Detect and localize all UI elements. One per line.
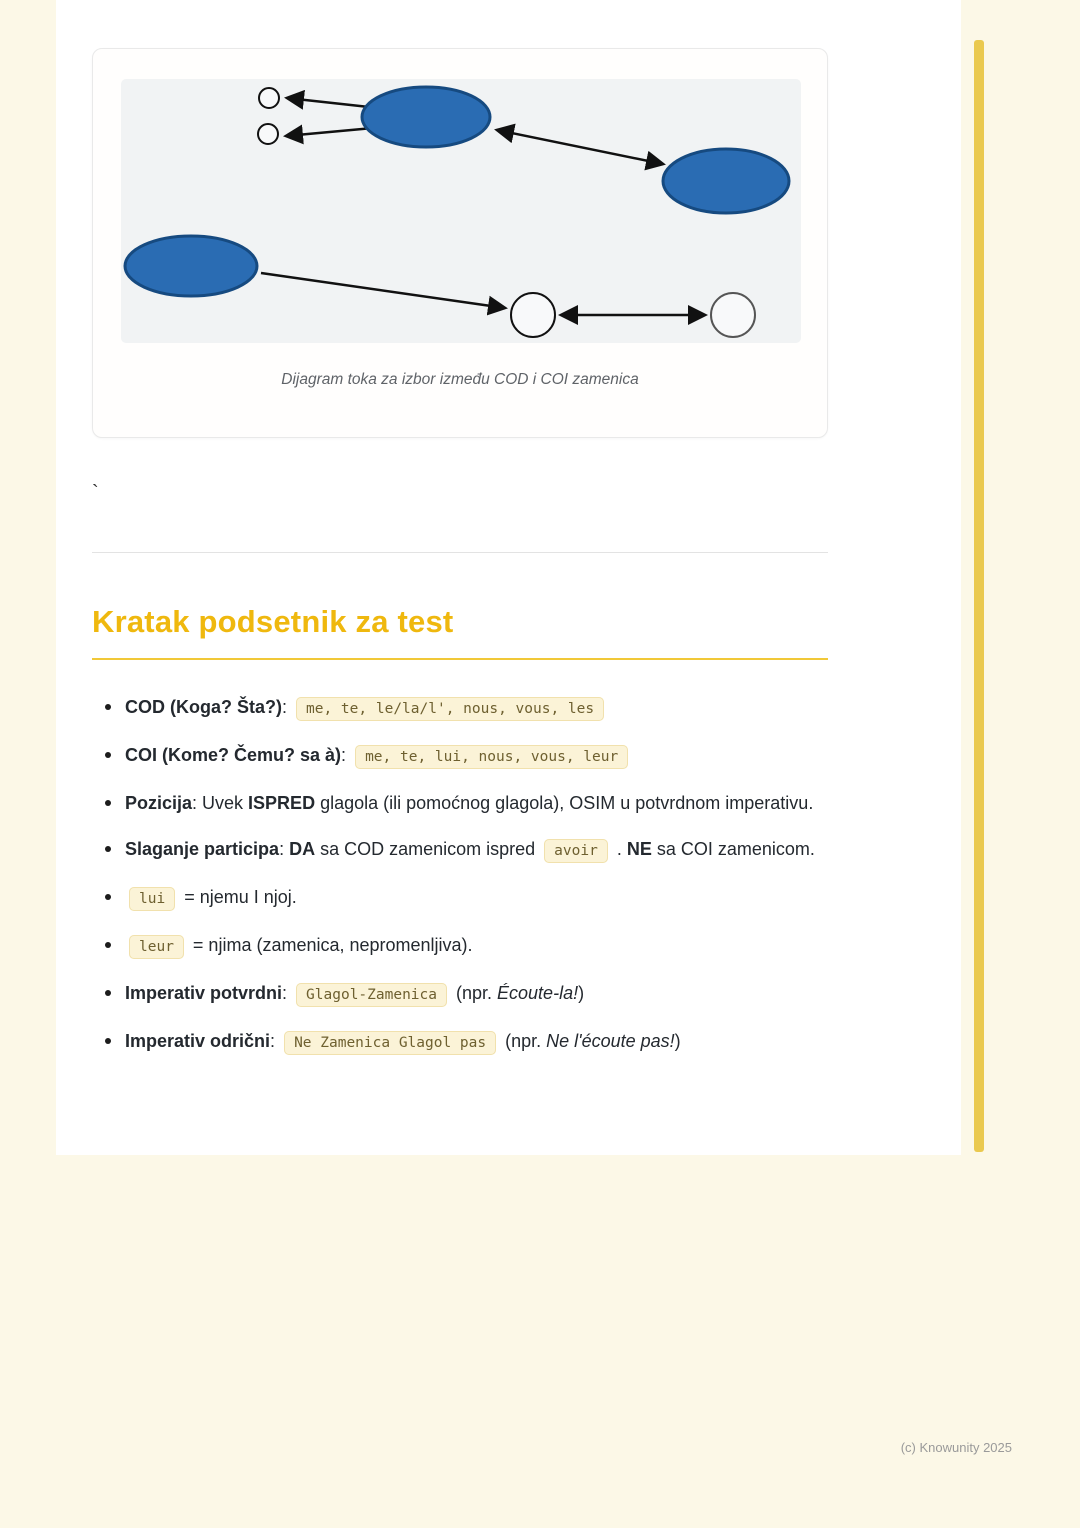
- ellipse-node-top: [362, 87, 490, 147]
- circle-node-d: [711, 293, 755, 337]
- list-item-text: [125, 786, 813, 820]
- text-segment: = njemu I njoj.: [179, 887, 297, 907]
- text-segment: : Uvek: [192, 793, 249, 813]
- list-item-text: [125, 880, 297, 916]
- text-segment: Slaganje participa: [125, 839, 280, 859]
- diagram-caption: Dijagram toka za izbor između COD i COI zamenica: [281, 371, 639, 388]
- bullet-dot: [105, 846, 111, 852]
- text-segment: COI (Kome? Čemu? sa à): [125, 745, 342, 765]
- section-divider: [92, 552, 828, 553]
- text-segment: Imperativ potvrdni: [125, 983, 283, 1003]
- text-segment: Pozicija: [125, 793, 193, 813]
- code-chip: avoir: [544, 839, 608, 863]
- arrow-to-circle-a: [287, 98, 369, 107]
- section-title: Kratak podsetnik za test: [92, 604, 454, 639]
- text-segment: ISPRED: [248, 793, 316, 813]
- stray-backtick-text: `: [92, 482, 99, 504]
- code-chip: Glagol-Zamenica: [296, 983, 447, 1007]
- text-segment: (npr.: [451, 983, 498, 1003]
- ellipse-node-right: [663, 149, 789, 213]
- code-chip: lui: [129, 887, 175, 911]
- reminder-section: [92, 600, 832, 1072]
- list-item: [92, 738, 832, 774]
- bullet-dot: [105, 800, 111, 806]
- text-segment: ): [674, 1031, 681, 1051]
- text-segment: .: [611, 839, 627, 859]
- list-item-text: [125, 976, 584, 1012]
- list-item: [92, 690, 832, 726]
- text-segment: ): [578, 983, 585, 1003]
- content-sheet: [56, 0, 961, 1155]
- list-item-text: [125, 738, 632, 774]
- double-arrow-ellipse1-ellipse2: [497, 130, 663, 164]
- text-segment: glagola (ili pomoćnog glagola), OSIM u potvrdnom imperativu.: [315, 793, 814, 813]
- right-accent-bar: [974, 40, 984, 1152]
- bullet-dot: [105, 990, 111, 996]
- reminder-list: [92, 690, 832, 1060]
- small-circle-node-a: [259, 88, 279, 108]
- text-segment: COD (Koga? Šta?): [125, 697, 282, 717]
- text-segment: NE: [626, 839, 652, 859]
- list-item: [92, 928, 832, 964]
- text-segment: sa COI zamenicom.: [651, 839, 815, 859]
- code-chip: me, te, le/la/l', nous, vous, les: [296, 697, 604, 721]
- text-segment: = njima (zamenica, nepromenljiva).: [187, 935, 473, 955]
- list-item-text: [125, 832, 815, 868]
- text-segment: :: [282, 983, 293, 1003]
- code-chip: me, te, lui, nous, vous, leur: [355, 745, 628, 769]
- text-segment: :: [282, 697, 293, 717]
- list-item: [92, 976, 832, 1012]
- diagram-card: [92, 48, 828, 438]
- list-item-text: [125, 928, 473, 964]
- bullet-dot: [105, 894, 111, 900]
- text-segment: sa COD zamenicom ispred: [315, 839, 541, 859]
- bullet-dot: [105, 942, 111, 948]
- diagram-panel: [121, 79, 801, 343]
- ellipse-node-left: [125, 236, 257, 296]
- arrow-ellipse3-to-circle-c: [261, 273, 505, 308]
- code-chip: Ne Zamenica Glagol pas: [284, 1031, 496, 1055]
- list-item-text: [125, 690, 608, 726]
- arrow-to-circle-b: [286, 128, 373, 136]
- list-item: [92, 832, 832, 868]
- text-segment: Écoute-la!: [497, 983, 579, 1003]
- code-chip: leur: [129, 935, 184, 959]
- list-item: [92, 786, 832, 820]
- small-circle-node-b: [258, 124, 278, 144]
- text-segment: DA: [289, 839, 316, 859]
- list-item: [92, 1024, 832, 1060]
- list-item-text: [125, 1024, 681, 1060]
- title-underline: [92, 658, 828, 660]
- text-segment: :: [270, 1031, 281, 1051]
- bullet-dot: [105, 1038, 111, 1044]
- text-segment: Ne l'écoute pas!: [546, 1031, 675, 1051]
- text-segment: (npr.: [500, 1031, 547, 1051]
- bullet-dot: [105, 752, 111, 758]
- bullet-dot: [105, 704, 111, 710]
- copyright-footer: (c) Knowunity 2025: [900, 1440, 1012, 1455]
- flow-diagram: [121, 79, 801, 343]
- text-segment: Imperativ odrični: [125, 1031, 271, 1051]
- list-item: [92, 880, 832, 916]
- circle-node-c: [511, 293, 555, 337]
- text-segment: :: [279, 839, 290, 859]
- text-segment: :: [341, 745, 352, 765]
